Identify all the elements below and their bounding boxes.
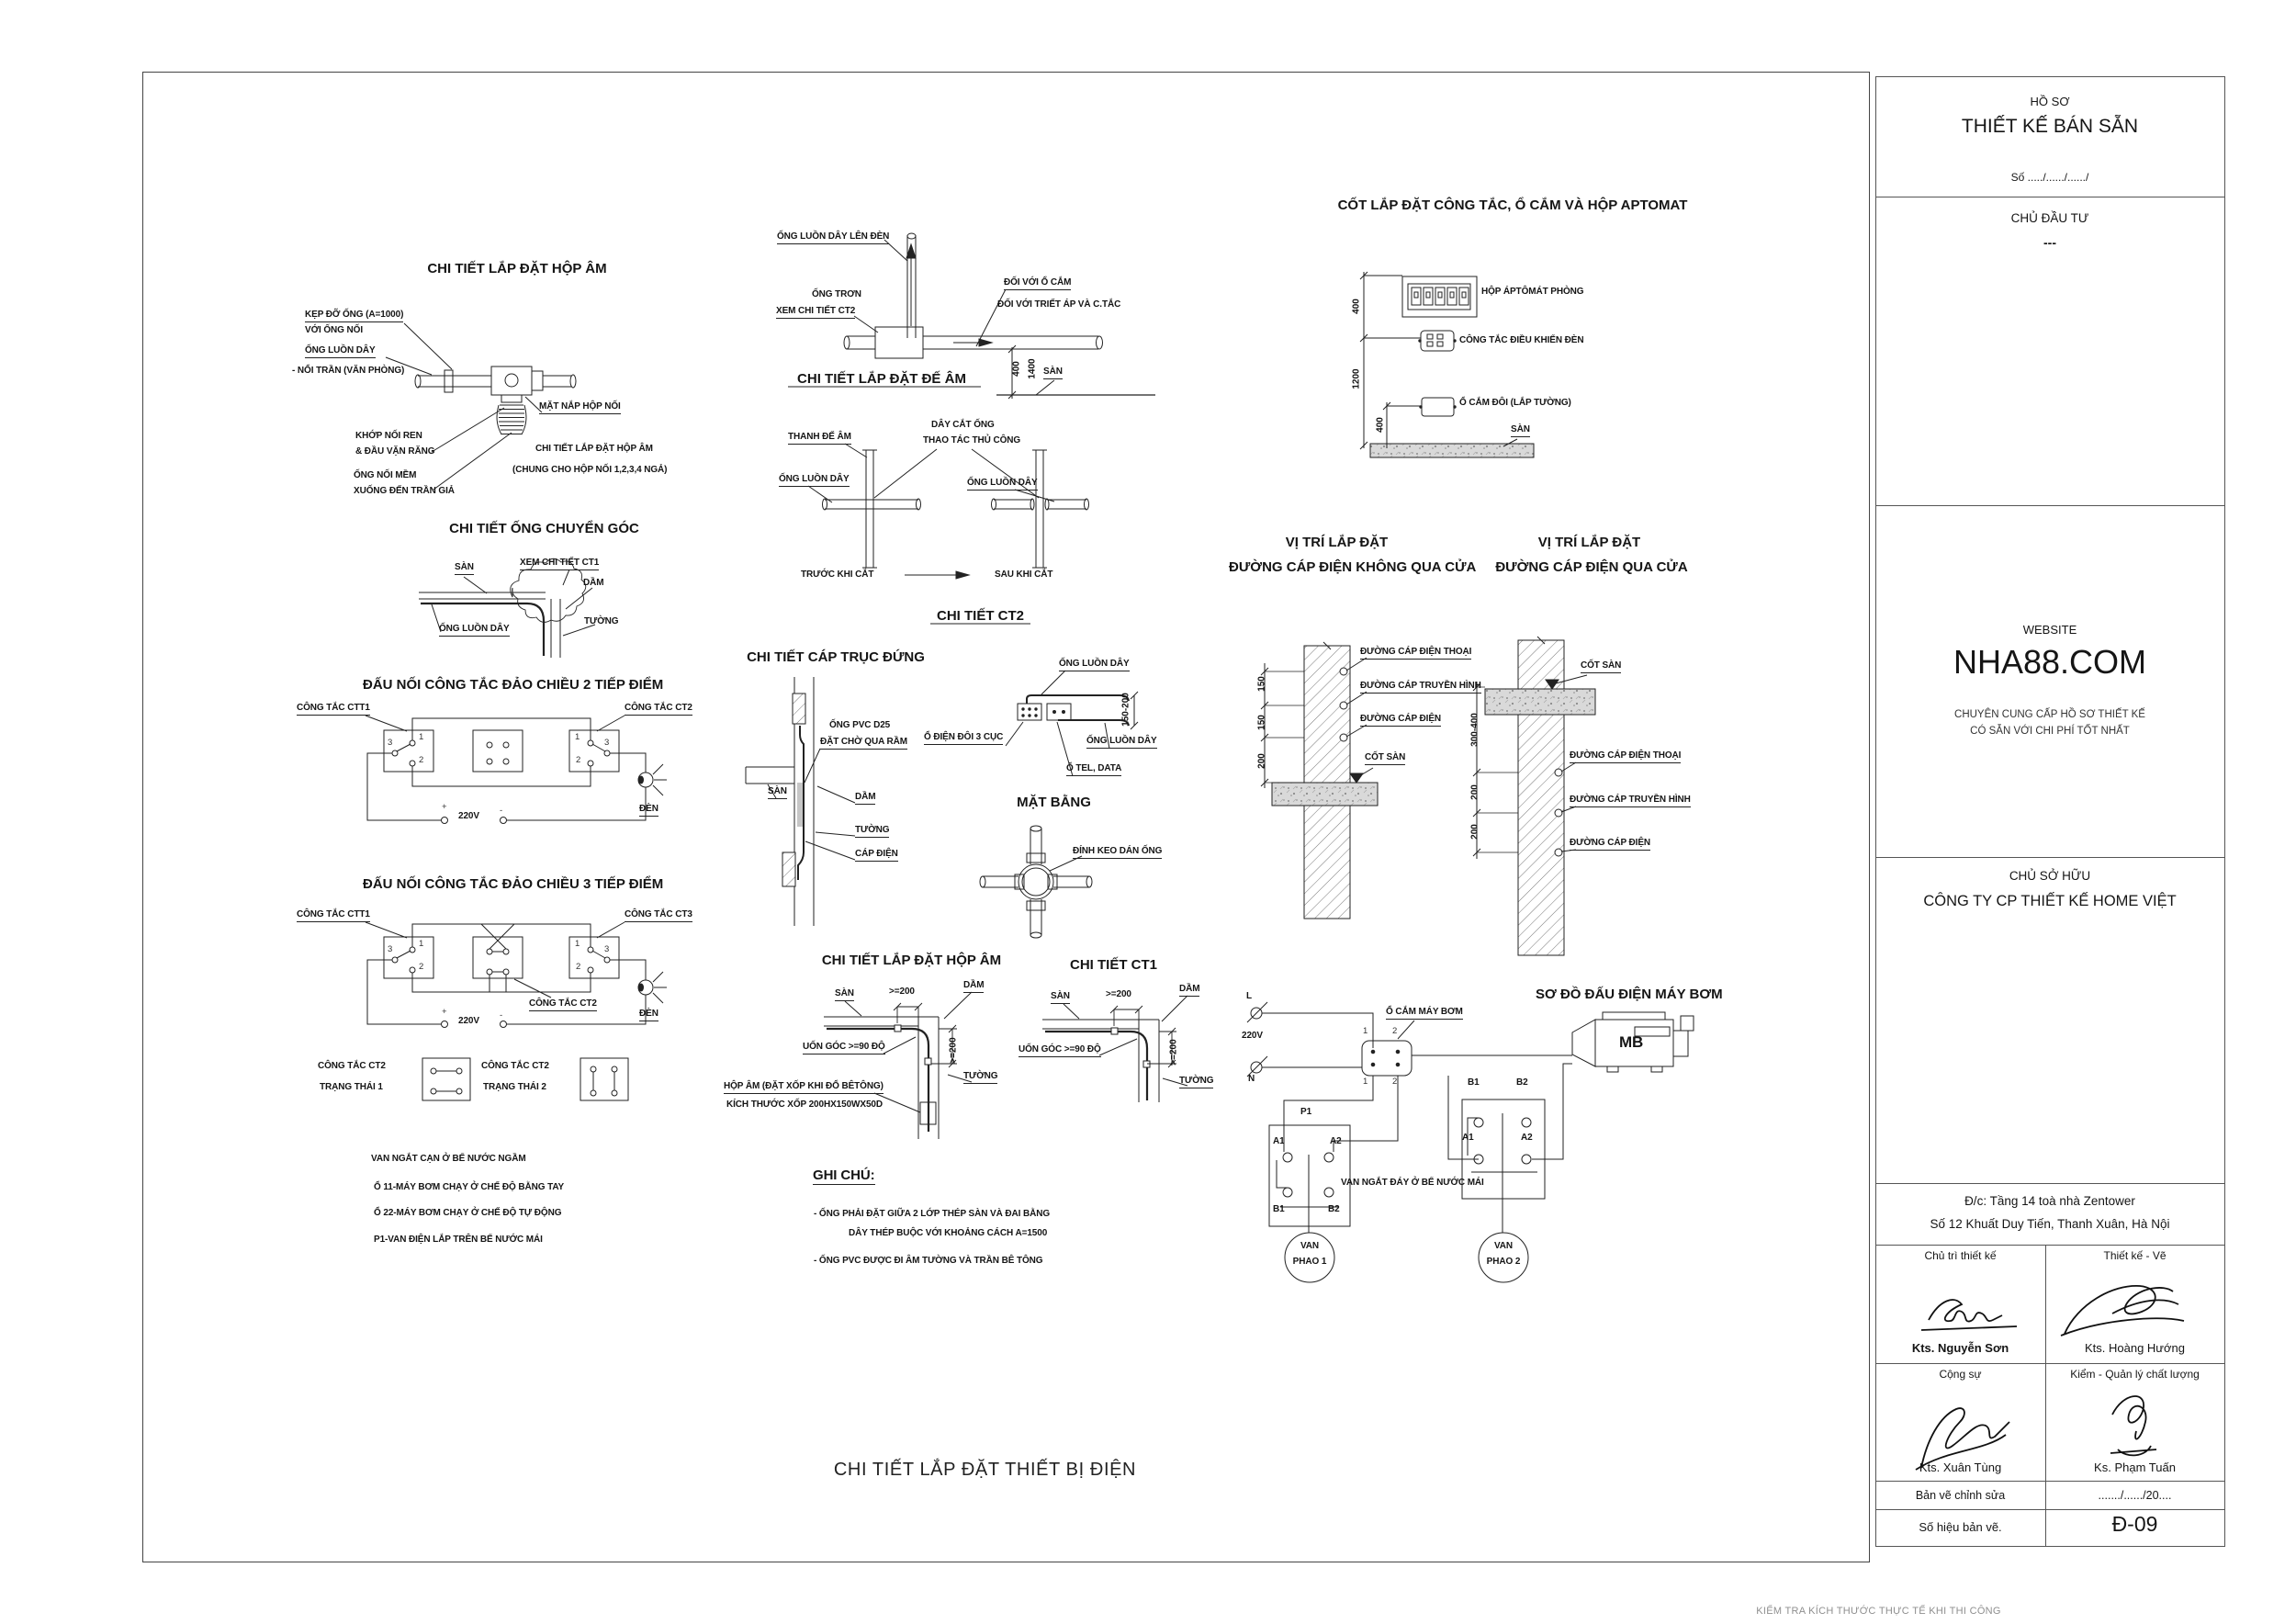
label-dat-cho-qua-ram: ĐẶT CHỜ QUA RẦM [820,737,907,750]
ghichu-line-3: - ỐNG PVC ĐƯỢC ĐI ÂM TƯỜNG VÀ TRẦN BÊ TÔNG [814,1256,1043,1266]
dim-ge200: >=200 [948,1037,959,1064]
label-cong-tac-ct2: CÔNG TẮC CT2 [625,703,692,716]
label-chung-2: (CHUNG CHO HỘP NỐI 1,2,3,4 NGẢ) [512,465,668,475]
contact-3: 3 [388,944,393,954]
section-title-vi-tri-1a: VỊ TRÍ LẮP ĐẶT [1285,535,1389,550]
tb-name-assoc: Kts. Xuân Tùng [1919,1460,2002,1474]
ct2-socket-drawing [1006,671,1138,776]
label-xem-ct2: XEM CHI TIẾT CT2 [776,306,855,319]
titleblock-border [1876,77,2225,1547]
label-tuong: TƯỜNG [963,1071,997,1084]
label-line-n: N [1248,1074,1255,1084]
contact-3: 3 [604,738,610,748]
label-cap-dien: ĐƯỜNG CÁP ĐIỆN [1570,838,1650,851]
tb-website-label: WEBSITE [2022,623,2077,637]
label-a2: A2 [1521,1133,1533,1143]
label-san: SÀN [455,562,474,575]
label-thanh-de-am: THANH ĐẾ ÂM [788,432,851,445]
label-tuong: TƯỜNG [1179,1076,1213,1088]
contact-3: 3 [604,944,610,954]
section-title-vi-tri-2b: ĐƯỜNG CÁP ĐIỆN QUA CỬA [1495,559,1688,575]
tb-so-line: Số ...../....../....../ [2010,171,2089,184]
label-mat-nap: MẶT NẮP HỘP NỐI [539,401,621,414]
contact-2: 2 [576,755,581,765]
label-minus: - [500,1010,503,1021]
contact-1: 1 [419,939,424,949]
contact-2: 2 [576,962,581,972]
base-rail-cut-drawing [808,444,1089,624]
note-p1: P1-VAN ĐIỆN LẮP TRÊN BỂ NƯỚC MÁI [374,1235,543,1245]
tb-revision-value: ......./....../20.... [2098,1489,2172,1502]
contact-1: 1 [575,939,580,949]
label-hop-aptomat: HỘP ÁPTÔMÁT PHÒNG [1481,287,1584,297]
sheet-border [143,73,1870,1562]
label-ct2-state2-a: CÔNG TẮC CT2 [481,1061,549,1071]
tb-address-1: Đ/c: Tầng 14 toà nhà Zentower [1964,1194,2135,1208]
note-o11: Ổ 11-MÁY BƠM CHẠY Ở CHẾ ĐỘ BẰNG TAY [374,1182,565,1192]
label-ong-tron: ỐNG TRƠN [812,289,861,299]
tb-hoso-label: HỒ SƠ [2030,95,2070,108]
label-cot-san: CỐT SÀN [1581,660,1621,673]
label-san: SÀN [835,988,854,1001]
three-contact-switch-drawing [366,922,667,1100]
signature-lead-designer [1921,1300,2017,1330]
label-khop-noi-ren: KHỚP NỐI REN [355,431,422,441]
section-title-de-am: CHI TIẾT LẮP ĐẶT ĐẾ ÂM [797,371,966,387]
dim-1400: 1400 [1027,358,1038,379]
label-voi-ong-noi: VỚI ỐNG NỐI [305,325,363,335]
label-cong-tac-ctt1: CÔNG TẮC CTT1 [297,909,370,922]
label-day-cat-ong: DÂY CẮT ỐNG [931,420,995,430]
section-title-chuyen-goc: CHI TIẾT ỐNG CHUYỂN GÓC [449,521,639,536]
label-ong-luon-day: ỐNG LUỒN DÂY [1086,736,1157,749]
section-title-aptomat: CỐT LẮP ĐẶT CÔNG TẮC, Ổ CẮM VÀ HỘP APTOMAT [1337,197,1688,213]
section-title-hop-am-2: CHI TIẾT LẮP ĐẶT HỘP ÂM [821,953,1002,968]
label-cap-truyen-hinh: ĐƯỜNG CÁP TRUYỀN HÌNH [1360,681,1481,694]
label-cong-tac-ct2: CÔNG TẮC CT2 [529,998,597,1011]
label-o-cam-doi: Ổ CẮM ĐÔI (LẮP TƯỜNG) [1459,398,1571,408]
dim-200: 200 [1256,753,1267,769]
section-title-switch2: ĐẤU NỐI CÔNG TẮC ĐẢO CHIỀU 2 TIẾP ĐIỂM [363,677,664,693]
aptomat-heights-drawing [1360,272,1534,457]
tb-website-url: NHA88.COM [1953,643,2147,681]
label-thao-tac: THAO TÁC THỦ CÔNG [923,435,1021,445]
label-dam: DẦM [583,578,604,588]
tb-number-value: Đ-09 [2111,1512,2158,1536]
label-220v: 220V [458,811,479,821]
dim-400: 400 [1011,361,1022,377]
label-san: SÀN [768,786,787,799]
label-a1: A1 [1462,1133,1474,1143]
dim-300-400: 300-400 [1469,713,1480,747]
contact-3: 3 [388,738,393,748]
label-sau-khi-cat: SAU KHI CẮT [995,570,1053,580]
plan-junction-drawing [980,826,1092,938]
label-den: ĐÈN [639,1009,658,1021]
label-doi-voi-triet-ap: ĐỐI VỚI TRIẾT ÁP VÀ C.TẮC [997,299,1121,310]
label-b1: B1 [1273,1204,1285,1214]
tb-chu-dau-tu-label: CHỦ ĐẦU TƯ [2010,211,2089,225]
contact-1: 1 [575,732,580,742]
label-ong-luon-day: ỐNG LUỒN DÂY [439,624,510,637]
section-title-vi-tri-2a: VỊ TRÍ LẮP ĐẶT [1537,535,1641,550]
dim-150: 150 [1256,715,1267,730]
section-title-pump: SƠ ĐỒ ĐẤU ĐIỆN MÁY BƠM [1536,987,1723,1002]
pin-2: 2 [1392,1026,1398,1036]
footer-note: KIỂM TRA KÍCH THƯỚC THỰC TẾ KHI THI CÔNG [1756,1606,2001,1617]
label-cot-san: CỐT SÀN [1365,752,1405,765]
label-220v: 220V [1242,1031,1263,1041]
tb-role-assoc: Cộng sự [1939,1368,1982,1381]
tb-name-design: Kts. Hoàng Hướng [2084,1341,2185,1355]
label-ong-len-den: ỐNG LUỒN DÂY LÊN ĐÈN [777,231,889,244]
label-mb-pump: MB [1619,1033,1644,1051]
label-tuong: TƯỜNG [855,825,889,838]
section-title-switch3: ĐẤU NỐI CÔNG TẮC ĐẢO CHIỀU 3 TIẾP ĐIỂM [363,876,664,892]
contact-1: 1 [419,732,424,742]
label-phao-2: PHAO 2 [1486,1257,1521,1267]
label-dam: DẦM [1179,984,1199,997]
label-ct2-state1-a: CÔNG TẮC CT2 [318,1061,386,1071]
label-cap-truyen-hinh: ĐƯỜNG CÁP TRUYỀN HÌNH [1570,795,1691,807]
label-van-1: VAN [1300,1241,1320,1251]
dim-1200: 1200 [1351,368,1362,389]
dim-400: 400 [1375,417,1386,433]
tb-chu-dau-tu-value: --- [2043,235,2056,250]
tb-number-label: Số hiệu bản vẽ. [1919,1520,2002,1534]
label-tuong: TƯỜNG [584,616,619,626]
tb-role-lead: Chủ trì thiết kế [1924,1249,1997,1262]
tb-chu-so-huu-label: CHỦ SỞ HỮU [2009,869,2091,883]
label-dam: DẦM [963,980,984,993]
label-kich-thuoc-xop: KÍCH THƯỚC XỐP 200HX150WX50D [726,1100,884,1110]
label-ong-luon-day: ỐNG LUỒN DÂY [779,474,850,487]
label-o-cam-may-bom: Ổ CẮM MÁY BƠM [1386,1007,1463,1020]
contact-2: 2 [419,755,424,765]
dim-400: 400 [1351,299,1362,314]
label-dinh-keo: ĐÍNH KEO DÁN ỐNG [1073,846,1162,859]
label-plus: + [442,802,447,812]
label-plus: + [442,1007,447,1017]
label-den: ĐÈN [639,804,658,817]
two-contact-switch-drawing [366,716,667,824]
label-ong-luon-day: ỐNG LUỒN DÂY [967,478,1038,491]
section-title-cap-truc-dung: CHI TIẾT CÁP TRỤC ĐỨNG [747,649,925,665]
label-minus: - [500,806,503,816]
label-san: SÀN [1051,991,1070,1004]
signature-qa [2110,1396,2156,1455]
section-title-mat-bang: MẶT BẰNG [1017,795,1091,810]
tb-role-design: Thiết kế - Vẽ [2103,1249,2167,1262]
tb-name-qa: Ks. Phạm Tuấn [2094,1460,2176,1474]
label-san: SÀN [1511,424,1530,437]
section-title-ghi-chu: GHI CHÚ: [813,1167,875,1185]
label-a1: A1 [1273,1136,1285,1146]
label-p1: P1 [1300,1107,1312,1117]
label-trang-thai-1: TRẠNG THÁI 1 [320,1082,383,1092]
label-van-2: VAN [1493,1241,1514,1251]
label-uon-goc: UỐN GÓC >=90 ĐỘ [1019,1044,1101,1057]
label-220v: 220V [458,1016,479,1026]
label-dau-van-rang: & ĐẦU VẶN RĂNG [355,446,435,457]
tb-chu-so-huu-value: CÔNG TY CP THIẾT KẾ HOME VIỆT [1923,893,2177,909]
section-title-vi-tri-1b: ĐƯỜNG CÁP ĐIỆN KHÔNG QUA CỬA [1229,559,1477,575]
label-cong-tac-den: CÔNG TẮC ĐIỀU KHIỂN ĐÈN [1459,335,1584,345]
ghichu-line-1: - ỐNG PHẢI ĐẶT GIỮA 2 LỚP THÉP SÀN VÀ ĐAI BẰNG [814,1209,1051,1219]
label-van-ngat-day: VAN NGẮT ĐÁY Ở BỂ NƯỚC MÁI [1341,1178,1484,1188]
label-doi-voi-o-cam: ĐỐI VỚI Ổ CẮM [1004,277,1071,290]
label-ong-pvc-d25: ỐNG PVC D25 [829,720,891,730]
label-noi-tran: - NỔI TRẦN (VĂN PHÒNG) [292,366,405,376]
section-title-ct2: CHI TIẾT CT2 [936,608,1024,624]
label-kep-do-ong: KẸP ĐỠ ỐNG (A=1000) [305,310,403,322]
contact-2: 2 [419,962,424,972]
label-uon-goc: UỐN GÓC >=90 ĐỘ [803,1042,885,1054]
tb-role-qa: Kiểm - Quản lý chất lượng [2070,1368,2200,1381]
tb-revision-label: Bản vẽ chỉnh sửa [1915,1489,2006,1502]
tb-name-lead: Kts. Nguyễn Sơn [1911,1341,2009,1355]
ghichu-line-2: DÂY THÉP BUỘC VỚI KHOẢNG CÁCH A=1500 [849,1228,1048,1238]
tb-website-desc-1: CHUYÊN CUNG CẤP HỒ SƠ THIẾT KẾ [1954,709,2145,720]
dim-ge200: >=200 [1168,1039,1179,1066]
dim-200: 200 [1469,784,1480,800]
pipe-corner-drawing [419,558,595,658]
label-trang-thai-2: TRẠNG THÁI 2 [483,1082,546,1092]
note-o22: Ổ 22-MÁY BƠM CHẠY Ở CHẾ ĐỘ TỰ ĐỘNG [374,1208,562,1218]
dim-200: 200 [1469,824,1480,840]
label-o-dien-doi: Ổ ĐIỆN ĐÔI 3 CỤC [924,732,1003,745]
label-b2: B2 [1516,1077,1528,1088]
dim-150: 150 [1256,676,1267,692]
label-san: SÀN [1043,367,1063,379]
vertical-riser-drawing [746,677,855,926]
label-ong-luon-day: ỐNG LUỒN DÂY [305,345,376,358]
pin-1: 1 [1363,1077,1368,1087]
signature-designer [2061,1286,2184,1336]
section-title-hop-am-tran: CHI TIẾT LẮP ĐẶT HỘP ÂM [427,261,607,276]
pin-2: 2 [1392,1077,1398,1087]
dim-ge200: >=200 [889,987,915,997]
label-xem-ct1: XEM CHI TIẾT CT1 [520,558,599,570]
tb-website-desc-2: CÓ SẴN VỚI CHI PHÍ TỐT NHẤT [1970,726,2130,737]
sheet-title: CHI TIẾT LẮP ĐẶT THIẾT BỊ ĐIỆN [833,1460,1137,1480]
label-phao-1: PHAO 1 [1292,1257,1327,1267]
label-cap-dien-thoai: ĐƯỜNG CÁP ĐIỆN THOẠI [1570,750,1681,763]
label-cong-tac-ct3: CÔNG TẮC CT3 [625,909,692,922]
label-cap-dien: CÁP ĐIỆN [855,849,898,862]
label-dam: DẦM [855,792,875,805]
label-xuong-tran-gia: XUỐNG ĐẾN TRẦN GIẢ [354,486,455,496]
dim-150-200: 150-200 [1120,693,1131,727]
label-ong-noi-mem: ỐNG NỐI MỀM [354,470,417,480]
tb-hoso-title: THIẾT KẾ BÁN SẴN [1961,116,2139,137]
label-ong-luon-day: ỐNG LUỒN DÂY [1059,659,1130,671]
label-cap-dien: ĐƯỜNG CÁP ĐIỆN [1360,714,1441,727]
pin-1: 1 [1363,1026,1368,1036]
dim-ge200: >=200 [1106,989,1131,999]
label-chung-1: CHI TIẾT LẮP ĐẶT HỘP ÂM [535,444,653,454]
label-b2: B2 [1328,1204,1340,1214]
label-truoc-khi-cat: TRƯỚC KHI CẮT [801,570,874,580]
label-hop-am-xop: HỘP ÂM (ĐẶT XỐP KHI ĐỔ BÊTÔNG) [724,1081,884,1094]
label-o-tel-data: Ổ TEL, DATA [1066,763,1121,776]
label-b1: B1 [1468,1077,1480,1088]
tb-address-2: Số 12 Khuất Duy Tiến, Thanh Xuân, Hà Nội [1930,1217,2170,1231]
label-line-l: L [1246,991,1253,1001]
label-a2: A2 [1330,1136,1342,1146]
label-cap-dien-thoai: ĐƯỜNG CÁP ĐIỆN THOẠI [1360,647,1471,660]
section-title-ct1: CHI TIẾT CT1 [1069,957,1157,973]
label-cong-tac-ctt1: CÔNG TẮC CTT1 [297,703,370,716]
note-van-ngat-can: VAN NGẮT CẠN Ở BỂ NƯỚC NGẦM [371,1154,526,1164]
